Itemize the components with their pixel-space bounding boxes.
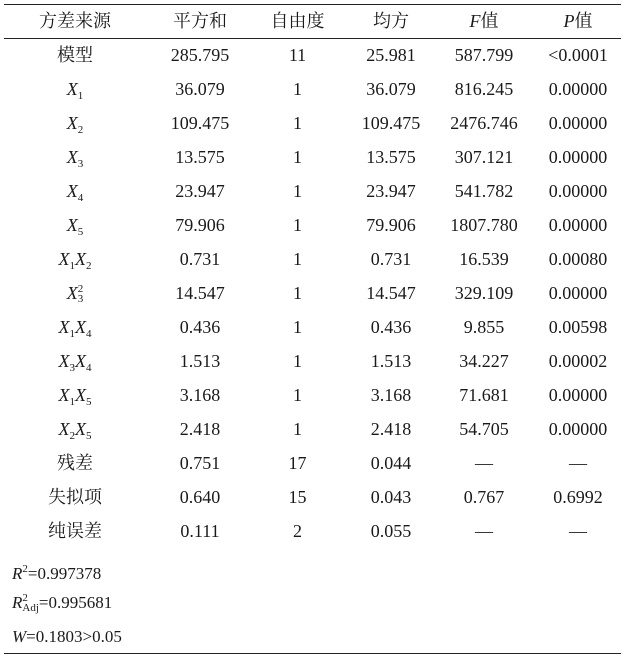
header-f-letter: F (469, 11, 481, 31)
row-df: 1 (293, 215, 302, 235)
row-ss: 2.418 (179, 419, 221, 439)
row-source: 模型 (57, 45, 93, 65)
row-ss: 79.906 (175, 215, 225, 235)
row-p: 0.6992 (553, 487, 603, 507)
row-f: 2476.746 (450, 113, 518, 133)
row-p: 0.00002 (548, 351, 608, 371)
row-p: 0.00598 (548, 317, 608, 337)
term-x: X (66, 283, 78, 303)
term-sub: 5 (77, 226, 84, 238)
term-x: X (75, 385, 86, 405)
row-source (0, 174, 150, 208)
row-source (0, 344, 150, 378)
term-x: X (58, 385, 70, 405)
note-w-letter: W (12, 627, 27, 646)
row-source (0, 140, 150, 174)
row-df: 1 (293, 351, 302, 371)
row-ss: 1.513 (179, 351, 221, 371)
row-ms: 2.418 (370, 419, 412, 439)
row-ms: 36.079 (366, 79, 416, 99)
term-sub: 1 (69, 396, 75, 408)
row-p: 0.00000 (548, 181, 608, 201)
row-f: — (475, 521, 493, 541)
row-df: 1 (293, 419, 302, 439)
term-sub: 1 (69, 328, 75, 340)
row-ms: 14.547 (366, 283, 416, 303)
term-sub: 4 (86, 362, 92, 374)
note-r-squared-adj (12, 586, 112, 620)
row-p: 0.00000 (548, 215, 608, 235)
note-w-statistic (12, 620, 122, 654)
term-sub: 2 (69, 430, 75, 442)
term-sub: 3 (69, 362, 75, 374)
term-sub: 1 (77, 90, 84, 102)
row-df: 17 (288, 453, 307, 473)
term-sub: 5 (86, 396, 92, 408)
row-ss: 109.475 (170, 113, 230, 133)
term-sub: 4 (86, 328, 92, 340)
note-radj-letter: R (12, 593, 23, 612)
row-f: 16.539 (459, 249, 509, 269)
row-ms: 0.436 (370, 317, 412, 337)
term-x: X (58, 419, 70, 439)
row-f: — (475, 453, 493, 473)
row-ms: 13.575 (366, 147, 416, 167)
row-p: 0.00000 (548, 147, 608, 167)
row-f: 0.767 (463, 487, 505, 507)
term-sub: 4 (77, 192, 84, 204)
term-x: X (66, 147, 78, 167)
row-p: 0.00000 (548, 283, 608, 303)
header-p-suffix: 值 (574, 11, 593, 31)
row-source (0, 72, 150, 106)
row-ms: 25.981 (366, 45, 416, 65)
table-row (0, 140, 625, 174)
row-p: — (569, 453, 587, 473)
term-sub: 5 (86, 430, 92, 442)
row-ms: 0.055 (370, 521, 412, 541)
row-df: 1 (293, 79, 302, 99)
row-ss: 0.436 (179, 317, 221, 337)
table-row (0, 378, 625, 412)
term-x: X (75, 317, 86, 337)
term-x: X (66, 181, 78, 201)
row-source (0, 106, 150, 140)
note-r2-value: =0.997378 (27, 564, 102, 583)
row-ms: 3.168 (370, 385, 412, 405)
row-ss: 0.111 (180, 521, 220, 541)
term-x: X (58, 317, 70, 337)
row-ms: 109.475 (361, 113, 421, 133)
header-f-suffix: 值 (480, 11, 499, 31)
row-df: 15 (288, 487, 307, 507)
term-sub: 2 (86, 260, 92, 272)
term-supsub (78, 284, 84, 304)
row-ms: 0.731 (370, 249, 412, 269)
table-row (0, 310, 625, 344)
row-p: 0.00000 (548, 79, 608, 99)
row-source (0, 412, 150, 446)
row-p: 0.00000 (548, 385, 608, 405)
note-radj-sub: Adj (22, 602, 39, 614)
term-x: X (66, 113, 78, 133)
row-f: 1807.780 (450, 215, 518, 235)
row-source (0, 378, 150, 412)
row-ss: 0.731 (179, 249, 221, 269)
note-w-value: =0.1803>0.05 (26, 627, 122, 646)
row-p: 0.00080 (548, 249, 608, 269)
row-f: 307.121 (454, 147, 514, 167)
table-row (0, 38, 625, 72)
table-row (0, 106, 625, 140)
row-f: 329.109 (454, 283, 514, 303)
row-f: 71.681 (459, 385, 509, 405)
row-f: 587.799 (454, 45, 514, 65)
row-df: 1 (293, 317, 302, 337)
term-x: X (75, 419, 86, 439)
table-row (0, 514, 625, 548)
header-degrees-of-freedom: 自由度 (270, 11, 325, 31)
header-p-value (531, 4, 625, 38)
row-p: — (569, 521, 587, 541)
row-f: 54.705 (459, 419, 509, 439)
term-x: X (75, 351, 86, 371)
table-row (0, 72, 625, 106)
term-sub: 2 (77, 124, 84, 136)
note-r2-sup: 2 (22, 563, 28, 575)
term-x: X (75, 249, 86, 269)
header-mean-square: 均方 (373, 11, 409, 31)
row-p: <0.0001 (548, 45, 608, 65)
table-row (0, 480, 625, 514)
row-f: 9.855 (463, 317, 505, 337)
note-r-squared (12, 552, 101, 586)
table-row (0, 344, 625, 378)
header-p-letter: P (563, 11, 575, 31)
row-source: 失拟项 (48, 487, 102, 507)
table-row (0, 208, 625, 242)
row-f: 34.227 (459, 351, 509, 371)
row-source (0, 242, 150, 276)
term-x: X (66, 79, 78, 99)
row-ss: 23.947 (175, 181, 225, 201)
note-radj-sup: 2 (22, 592, 28, 604)
row-ss: 14.547 (175, 283, 225, 303)
term-sub: 1 (69, 260, 75, 272)
row-source (0, 310, 150, 344)
row-ss: 0.640 (179, 487, 221, 507)
row-df: 1 (293, 249, 302, 269)
term-x: X (66, 215, 78, 235)
note-r2-letter: R (12, 564, 23, 583)
table-row (0, 174, 625, 208)
row-ss: 0.751 (179, 453, 221, 473)
row-ss: 285.795 (170, 45, 230, 65)
row-df: 1 (293, 113, 302, 133)
header-sum-of-squares: 平方和 (173, 11, 227, 31)
term-sub: 3 (77, 158, 84, 170)
row-f: 541.782 (454, 181, 514, 201)
row-source: 纯误差 (48, 521, 102, 541)
table-row (0, 446, 625, 480)
row-ms: 1.513 (370, 351, 412, 371)
row-df: 2 (293, 521, 302, 541)
note-radj-value: =0.995681 (38, 593, 113, 612)
header-source: 方差来源 (39, 11, 111, 31)
row-source: 残差 (57, 453, 93, 473)
row-ss: 3.168 (179, 385, 221, 405)
row-ss: 13.575 (175, 147, 225, 167)
table-row (0, 276, 625, 310)
table-header-row (0, 4, 625, 38)
term-sub: 3 (77, 293, 84, 305)
row-ms: 0.044 (370, 453, 412, 473)
row-f: 816.245 (454, 79, 514, 99)
row-source (0, 208, 150, 242)
table-row (0, 412, 625, 446)
term-x: X (58, 249, 70, 269)
row-ms: 0.043 (370, 487, 412, 507)
term-sup: 2 (77, 283, 84, 295)
row-df: 1 (293, 181, 302, 201)
row-ss: 36.079 (175, 79, 225, 99)
row-p: 0.00000 (548, 419, 608, 439)
table-row (0, 242, 625, 276)
row-df: 1 (293, 283, 302, 303)
row-p: 0.00000 (548, 113, 608, 133)
note-radj-supsub (22, 593, 39, 613)
row-ms: 79.906 (366, 215, 416, 235)
row-source (0, 276, 150, 310)
row-df: 1 (293, 147, 302, 167)
row-df: 11 (288, 45, 307, 65)
header-f-value (437, 4, 531, 38)
row-ms: 23.947 (366, 181, 416, 201)
row-df: 1 (293, 385, 302, 405)
term-x: X (58, 351, 70, 371)
